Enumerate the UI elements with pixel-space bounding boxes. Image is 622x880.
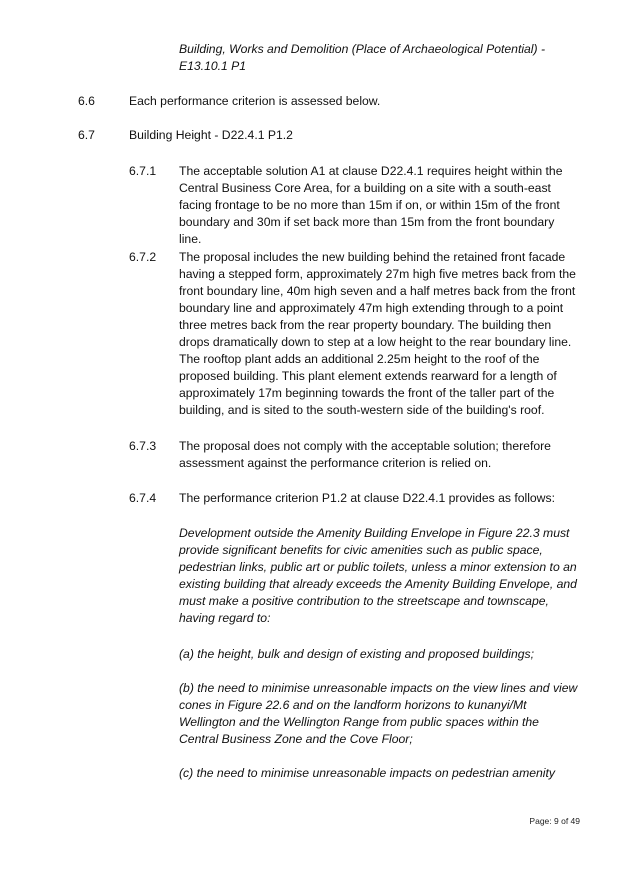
- paragraph-6-6-text: Each performance criterion is assessed below.: [129, 94, 381, 108]
- subparagraph-number-6-7-2: 6.7.2: [129, 250, 157, 264]
- paragraph-number-6-6: 6.6: [78, 94, 95, 108]
- subparagraph-number-6-7-3: 6.7.3: [129, 439, 157, 453]
- subparagraph-number-6-7-4: 6.7.4: [129, 491, 157, 505]
- page-number: Page: 9 of 49: [529, 816, 580, 826]
- paragraph-6-7-heading: Building Height - D22.4.1 P1.2: [129, 128, 293, 142]
- paragraph-number-6-7: 6.7: [78, 128, 95, 142]
- criterion-quote-item-b: (b) the need to minimise unreasonable impacts on the view lines and view cones in Figure 22.6 and on the landform horizons to kunanyi/Mt Wellington and the Wellington Range from public spaces within the Central Business Zone and the Cove Floor;: [179, 681, 578, 746]
- criterion-quote-intro: Development outside the Amenity Building Envelope in Figure 22.3 must provide significant benefits for civic amenities such as public space, pedestrian links, public art or public toilets, unless a minor extension to an existing building that already exceeds the Amenity Building Envelope, and must make a positive contribution to the streetscape and townscape, having regard to:: [179, 526, 577, 625]
- criterion-quote-item-c: (c) the need to minimise unreasonable impacts on pedestrian amenity: [179, 766, 555, 780]
- subparagraph-6-7-2-text: The proposal includes the new building behind the retained front facade having a stepped form, approximately 27m high five metres back from the front boundary line, 40m high seven and a half metres back from the front boundary line and approximately 47m high extending through to a point three metres back from the rear property boundary. The building then drops dramatically down to step at a low height to the rear boundary line. The rooftop plant adds an additional 2.25m height to the roof of the proposed building. This plant element extends rearward for a length of approximately 17m beginning towards the front of the taller part of the building, and is sited to the south-western side of the building's roof.: [179, 250, 576, 417]
- subparagraph-number-6-7-1: 6.7.1: [129, 164, 157, 178]
- top-quote: Building, Works and Demolition (Place of Archaeological Potential) - E13.10.1 P1: [179, 42, 546, 73]
- subparagraph-6-7-1-text: The acceptable solution A1 at clause D22.4.1 requires height within the Central Business Core Area, for a building on a site with a south-east facing frontage to be no more than 15m if on, or within 15m of the front boundary and 30m if set back more than 15m from the front boundary line.: [179, 164, 563, 246]
- subparagraph-6-7-4-text: The performance criterion P1.2 at clause D22.4.1 provides as follows:: [179, 491, 555, 505]
- subparagraph-6-7-3-text: The proposal does not comply with the acceptable solution; therefore assessment against the performance criterion is relied on.: [179, 439, 551, 470]
- criterion-quote-item-a: (a) the height, bulk and design of existing and proposed buildings;: [179, 647, 535, 661]
